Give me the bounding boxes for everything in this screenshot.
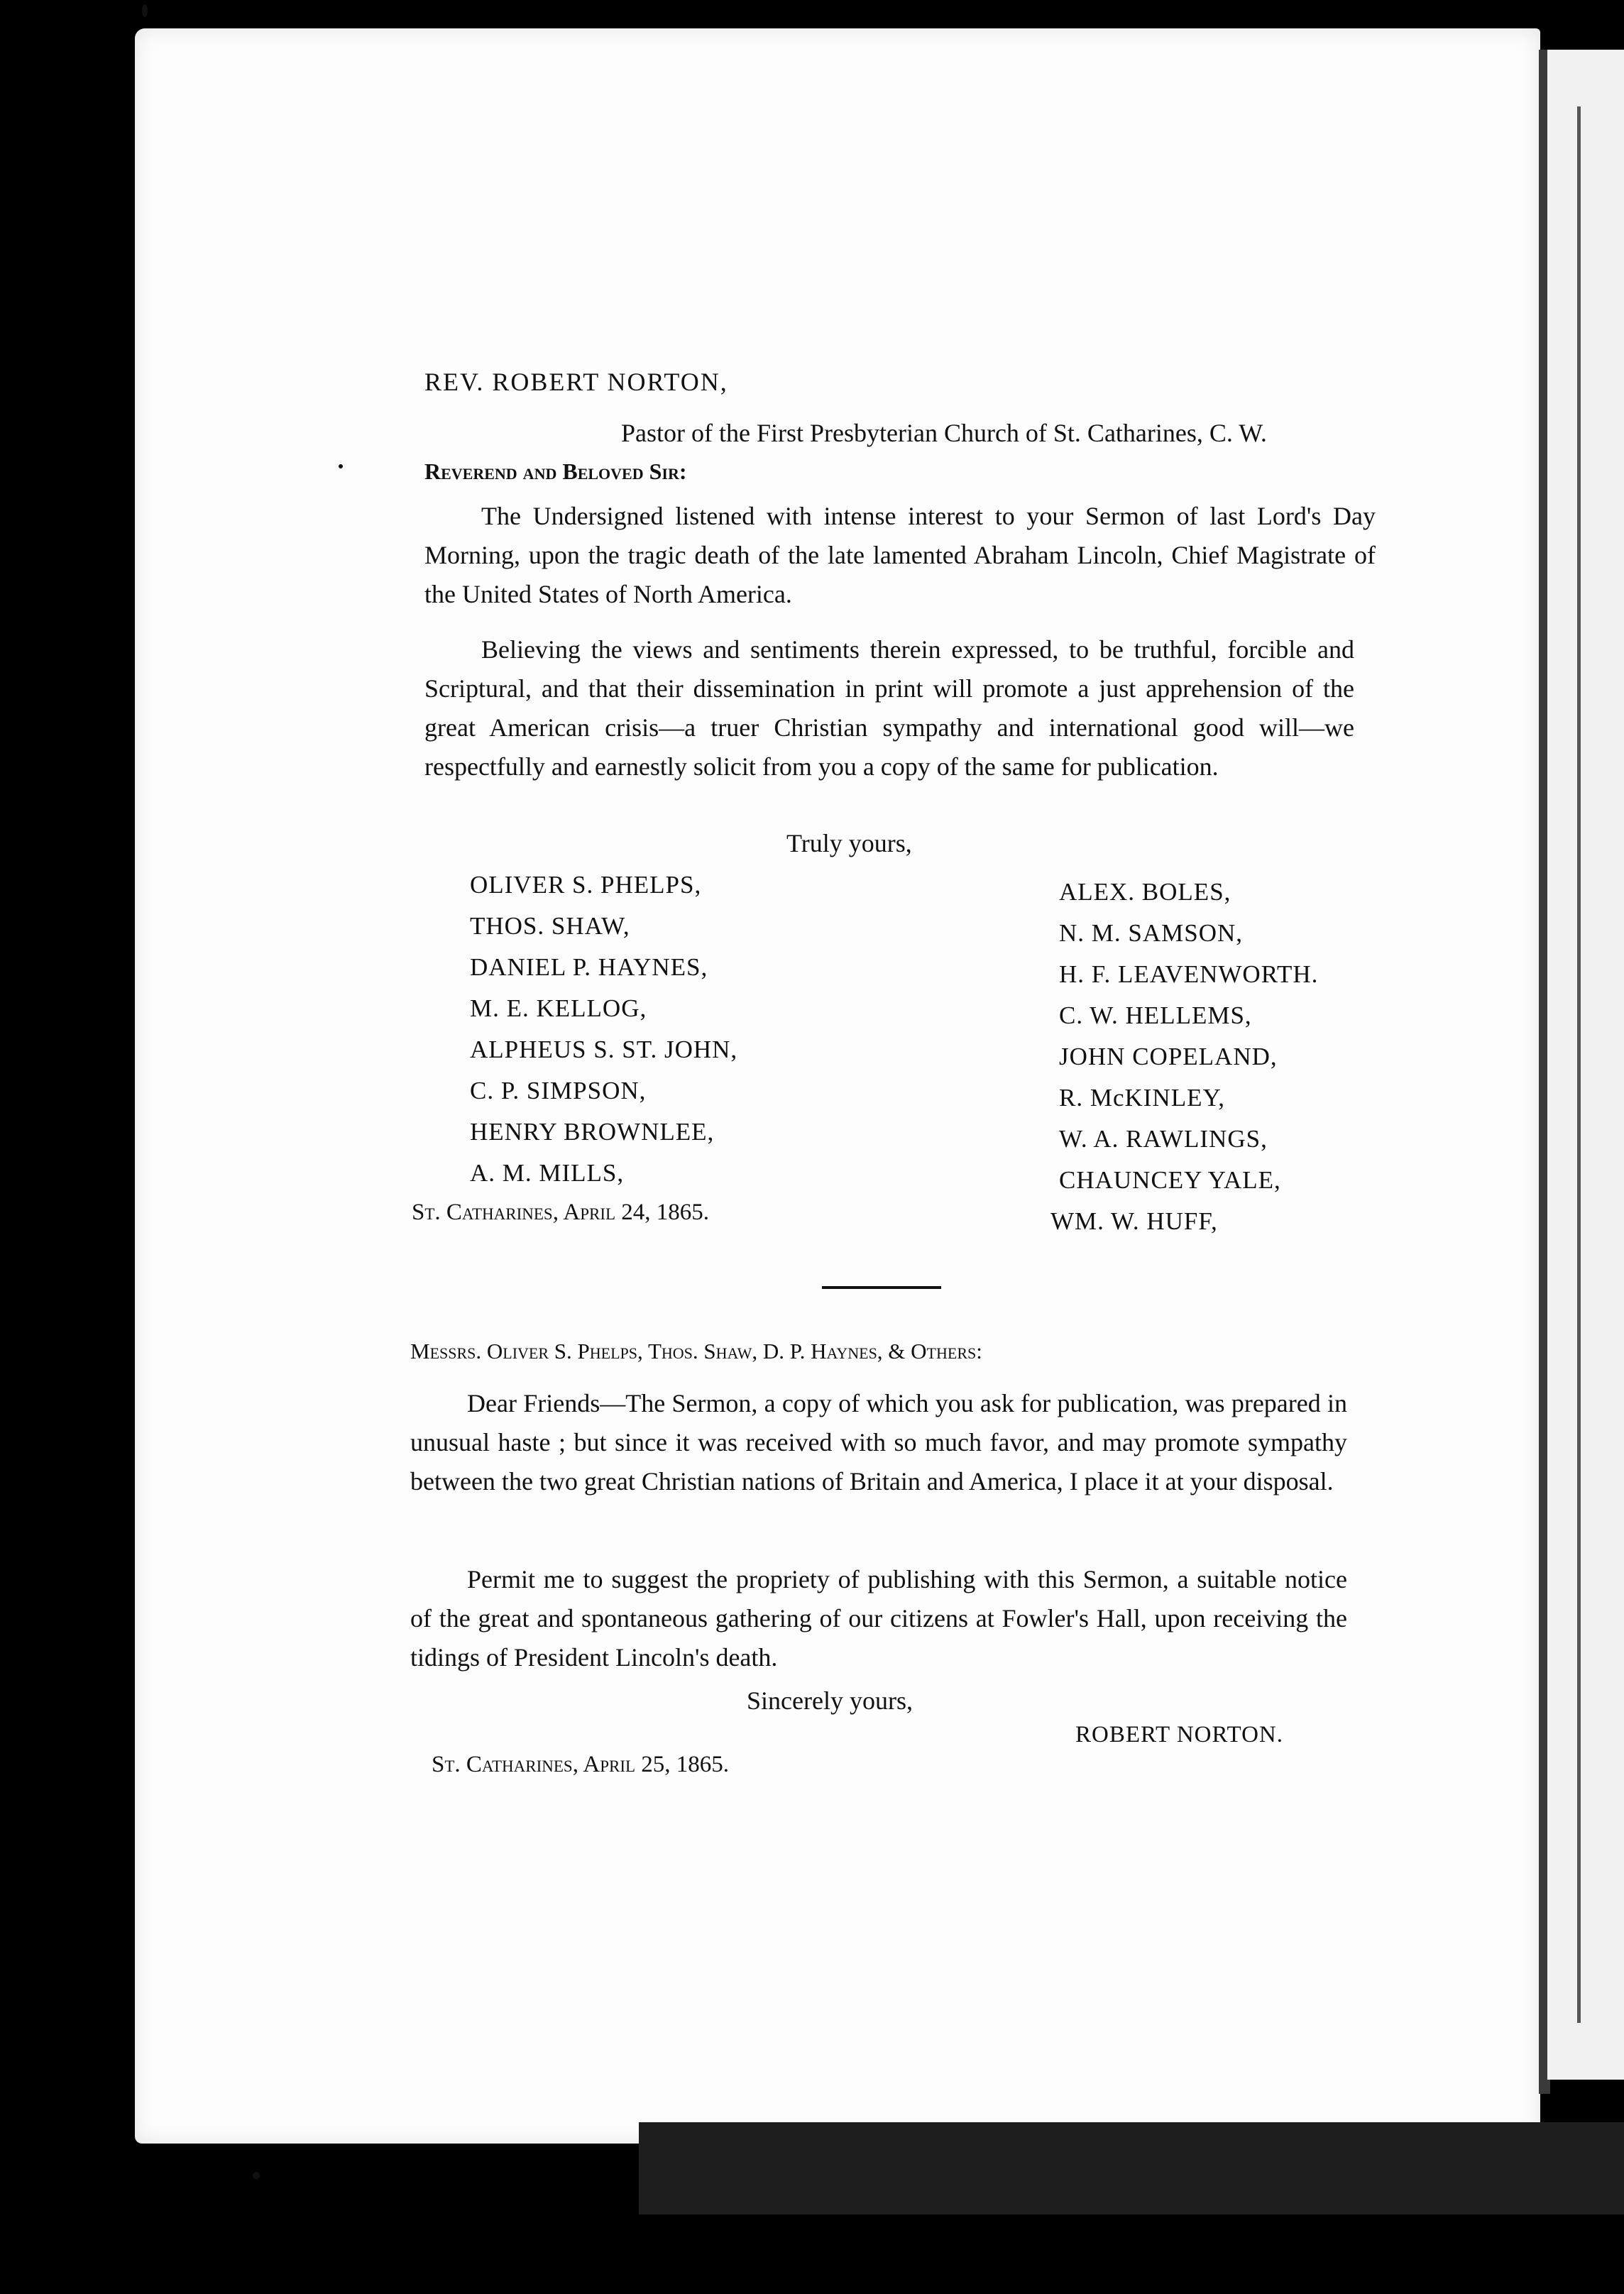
signatory-name: C. P. SIMPSON,	[470, 1077, 647, 1104]
letter1-paragraph-1: The Undersigned listened with intense interest to your Sermon of last Lord's Day Morning, upon the tragic death of the late lamented Abraham Lincoln, Chief Magistrate of the United States of North America.	[424, 502, 1376, 608]
signatory-name: CHAUNCEY YALE,	[1059, 1166, 1281, 1194]
document-page	[135, 28, 1540, 2144]
signatory-name: N. M. SAMSON,	[1059, 919, 1244, 947]
signatory-name: OLIVER S. PHELPS,	[470, 871, 702, 899]
letter2-place-date: St. Catharines, April 25, 1865.	[432, 1752, 730, 1777]
letter2-closing: Sincerely yours,	[747, 1686, 913, 1715]
binding-line	[1577, 106, 1581, 2023]
letter1-place-date: St. Catharines, April 24, 1865.	[412, 1200, 710, 1225]
adjacent-page-strip	[1547, 50, 1624, 2080]
signatory-name: DANIEL P. HAYNES,	[470, 953, 708, 981]
scan-speck	[339, 464, 343, 468]
letter2-signature: ROBERT NORTON.	[1075, 1722, 1284, 1747]
letter2-addressee: Messrs. Oliver S. Phelps, Thos. Shaw, D. P. Haynes, & Others:	[410, 1339, 982, 1363]
signatory-name: A. M. MILLS,	[470, 1159, 625, 1187]
signatory-name: M. E. KELLOG,	[470, 994, 647, 1022]
scan-bottom-shadow	[639, 2122, 1624, 2215]
section-divider	[822, 1286, 941, 1289]
letter1-addressee-title: Pastor of the First Presbyterian Church of St. Catharines, C. W.	[621, 419, 1267, 447]
signatory-name: THOS. SHAW,	[470, 912, 630, 940]
signatory-name: ALPHEUS S. ST. JOHN,	[470, 1036, 738, 1063]
signatory-name: WM. W. HUFF,	[1050, 1207, 1218, 1235]
letter2-paragraph-1: Dear Friends—The Sermon, a copy of which you ask for publication, was prepared in unusual haste ; but since it was received with so much favor, and may promote sympathy between the two great Christian nations of Britain and America, I place it at your disposal.	[410, 1389, 1347, 1496]
signatory-name: ALEX. BOLES,	[1059, 878, 1231, 906]
letter1-addressee: REV. ROBERT NORTON,	[424, 368, 728, 396]
scan-speck	[253, 2172, 260, 2179]
signatory-name: W. A. RAWLINGS,	[1059, 1125, 1268, 1153]
signatory-name: H. F. LEAVENWORTH.	[1059, 960, 1319, 988]
scan-speck	[142, 4, 148, 17]
letter1-salutation: Reverend and Beloved Sir:	[424, 459, 687, 484]
letter2-paragraph-2: Permit me to suggest the propriety of publishing with this Sermon, a suitable notice of the great and spontaneous gathering of our citizens at Fowler's Hall, upon receiving the tidings of President Lincoln's death.	[410, 1565, 1347, 1672]
signatory-name: R. McKINLEY,	[1059, 1084, 1225, 1112]
letter1-closing: Truly yours,	[786, 829, 912, 857]
signatory-name: C. W. HELLEMS,	[1059, 1001, 1252, 1029]
signatory-name: JOHN COPELAND,	[1059, 1043, 1278, 1070]
signatory-name: HENRY BROWNLEE,	[470, 1118, 715, 1146]
letter1-paragraph-2: Believing the views and sentiments therein expressed, to be truthful, forcible and Scriptural, and that their dissemination in print will promote a just apprehension of the great American crisis—a truer Christian sympathy and international good will—we respectfully and earnestly solicit from you a copy of the same for publication.	[424, 635, 1354, 781]
